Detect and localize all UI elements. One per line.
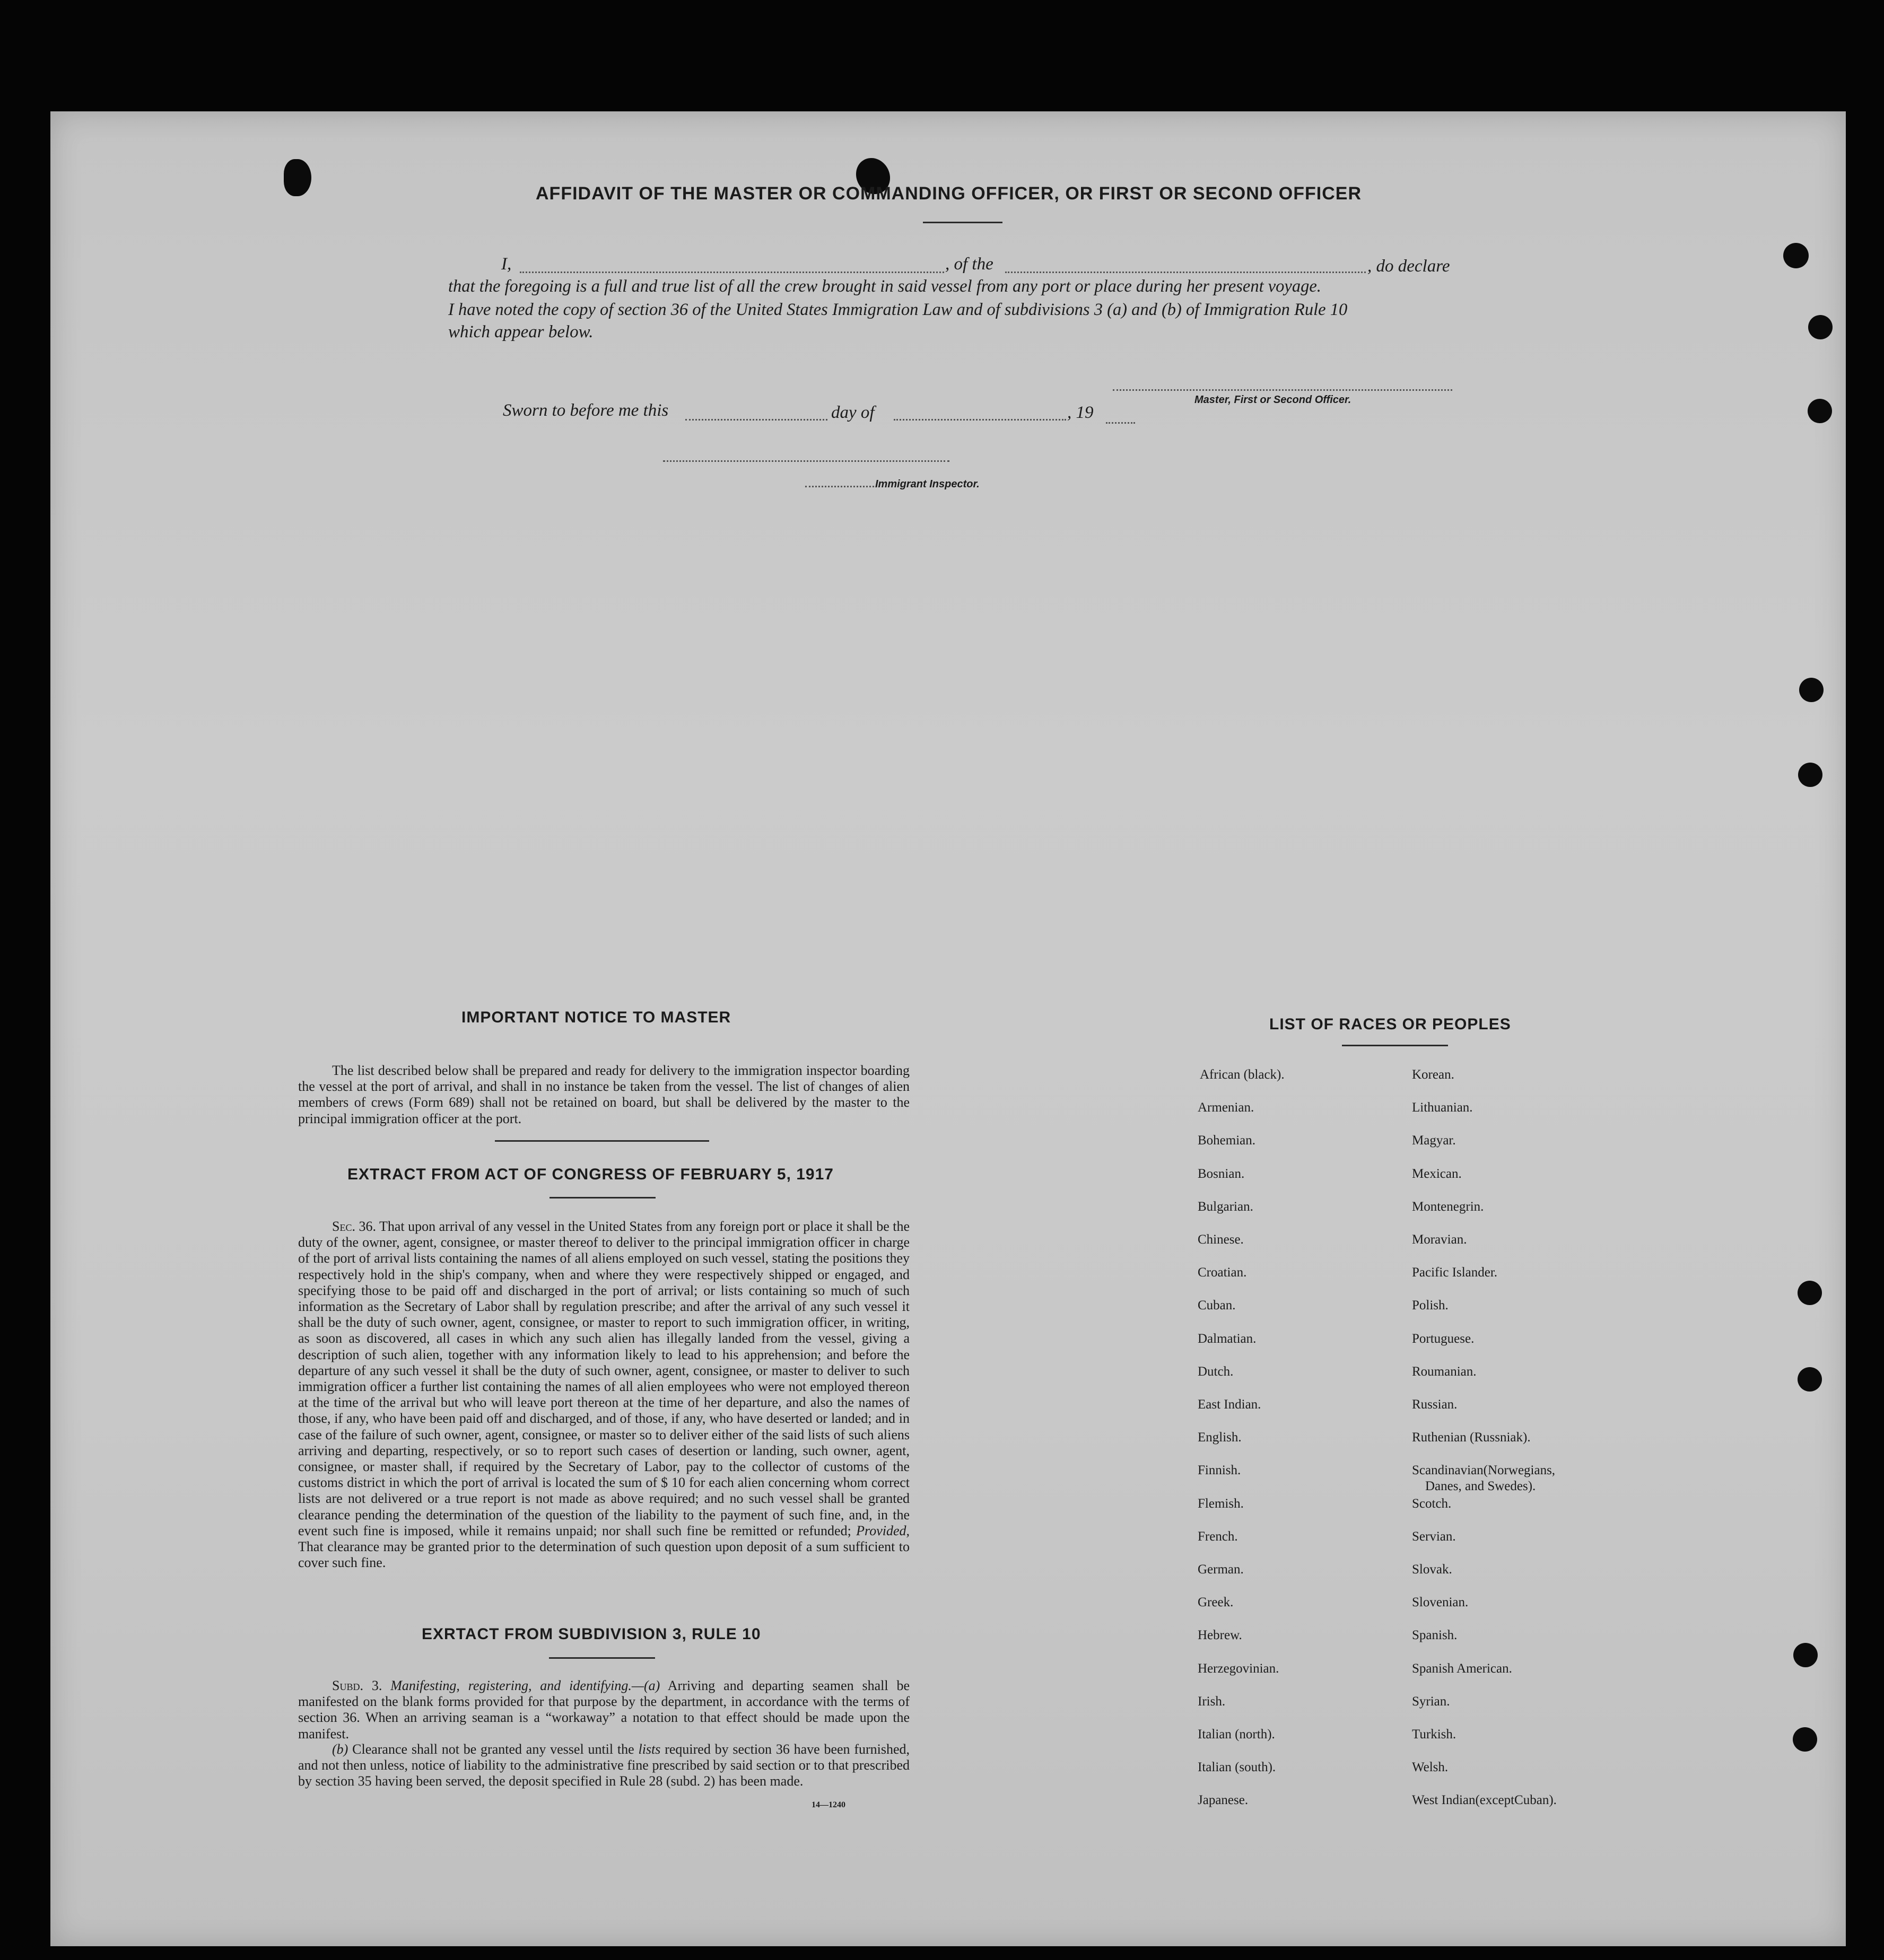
signature-line [1113, 389, 1452, 391]
inspector-signature-line [663, 460, 949, 462]
race-item: Magyar. [1412, 1133, 1456, 1148]
act-proviso-word: Provided, [856, 1522, 910, 1538]
act-heading: EXTRACT FROM ACT OF CONGRESS OF FEBRUARY 5, 1917 [347, 1166, 834, 1183]
rule-item-b-lists: lists [638, 1742, 661, 1757]
race-item: East Indian. [1198, 1397, 1261, 1412]
title-underline [923, 222, 1002, 223]
affidavit-line-4: which appear below. [448, 322, 594, 342]
race-item: Scandinavian(Norwegians, [1412, 1463, 1556, 1478]
affidavit-line-3: I have noted the copy of section 36 of the United States Immigration Law and of subdivisions 3 (a) and (b) of Immigration Rule 10 [448, 300, 1348, 319]
rule-item-a-text: Arriving and departing seamen shall be manifested on the blank forms provided for that purpose by the department, in accordance with the terms of section 36. When an arriving seaman is a “workaway” a notation to that effect should be made upon the manifest. [298, 1678, 910, 1742]
race-item: Japanese. [1198, 1793, 1249, 1808]
race-item: Bohemian. [1198, 1133, 1256, 1148]
race-item: Slovak. [1412, 1562, 1452, 1577]
race-item: English. [1198, 1430, 1242, 1445]
race-item: Syrian. [1412, 1694, 1450, 1709]
race-item: Italian (north). [1198, 1727, 1275, 1742]
race-item: Greek. [1198, 1595, 1234, 1610]
punch-hole [1793, 1643, 1818, 1667]
race-item: Cuban. [1198, 1298, 1236, 1313]
rule-heading: EXRTACT FROM SUBDIVISION 3, RULE 10 [422, 1625, 761, 1643]
notice-text: The list described below shall be prepared and ready for delivery to the immigration inspector boarding the vessel at the port of arrival, and shall in no instance be taken from the vessel. The list of changes of alien members of crews (Form 689) shall not be retained on board, but shall be delivered by the master to the principal immigration officer at the port. [298, 1063, 910, 1126]
punch-hole [1783, 243, 1809, 268]
act-proviso-text: That clearance may be granted prior to the determination of such question upon deposit of a sum sufficient to cover such fine. [298, 1539, 910, 1571]
race-item: Russian. [1412, 1397, 1458, 1412]
rule-item-b-text-2: required by section 36 have been furnished, and not then unless, notice of liability to the administrative fine prescribed by said section or to that prescribed by section 35 having been served, the deposit specified in Rule 28 (subd. 2) has been made. [298, 1742, 910, 1789]
vessel-name-blank [1005, 272, 1366, 273]
race-item: Turkish. [1412, 1727, 1456, 1742]
punch-hole [1798, 1281, 1822, 1305]
race-item: German. [1198, 1562, 1244, 1577]
race-item: Ruthenian (Russniak). [1412, 1430, 1531, 1445]
race-item: Scotch. [1412, 1496, 1452, 1511]
race-item: West Indian(exceptCuban). [1412, 1793, 1557, 1808]
sworn-day-of-label: day of [831, 403, 875, 422]
race-item: Portuguese. [1412, 1331, 1475, 1346]
notice-heading: IMPORTANT NOTICE TO MASTER [461, 1009, 731, 1026]
divider [550, 1197, 656, 1198]
act-text [298, 1219, 910, 1571]
inspector-prefix-line [805, 486, 874, 487]
race-item: Servian. [1412, 1529, 1456, 1544]
race-item: Croatian. [1198, 1265, 1247, 1280]
divider [1342, 1045, 1448, 1046]
race-item: Dalmatian. [1198, 1331, 1257, 1346]
punch-hole [1799, 678, 1824, 702]
race-item: Chinese. [1198, 1232, 1244, 1247]
divider [495, 1140, 709, 1142]
master-name-blank [520, 272, 944, 273]
punch-hole [1793, 1727, 1817, 1752]
race-item: Finnish. [1198, 1463, 1241, 1478]
race-item: Spanish. [1412, 1628, 1458, 1643]
rule-text-b [298, 1742, 910, 1790]
sworn-year-blank [1106, 422, 1135, 424]
race-item: Flemish. [1198, 1496, 1244, 1511]
signature-caption: Master, First or Second Officer. [1194, 394, 1351, 406]
divider [549, 1657, 655, 1659]
race-item: Armenian. [1198, 1100, 1254, 1115]
race-item: Pacific Islander. [1412, 1265, 1498, 1280]
race-item: Mexican. [1412, 1166, 1462, 1181]
race-item: African (black). [1200, 1068, 1285, 1082]
sworn-day-blank [685, 419, 827, 421]
sworn-label: Sworn to before me this [503, 401, 669, 420]
rule-item-a-label: —(a) [631, 1678, 660, 1693]
punch-hole [1808, 315, 1833, 339]
affidavit-declare-label: , do declare [1367, 257, 1450, 276]
act-section-body: That upon arrival of any vessel in the United States from any foreign port or place it shall be the duty of the owner, agent, consignee, or master thereof to deliver to the principal immigration officer in charge of the port of arrival lists containing the names of all aliens employed on such vessel, stating the positions they respectively hold in the ship's company, when and where they were respectively shipped or engaged, and specifying those to be paid off and discharged in the port of arrival; or lists containing so much of such information as the Secretary of Labor shall by regulation prescribe; and after the arrival of any such vessel it shall be the duty of such owner, agent, consignee, or master to report to such immigration officer, in writing, as soon as discovered, all cases in which any such alien has illegally landed from the vessel, giving a description of such alien, together with any information likely to lead to his apprehension; and before the departure of any such vessel it shall be the duty of such owner, agent, consignee, or master to deliver to such immigration officer a further list containing the names of all alien employees who were not employed thereon at the time of the arrival but who will leave port thereon at the time of her departure, and also the names of those, if any, who have been paid off and discharged, and of those, if any, who have deserted or landed; and in case of the failure of such owner, agent, consignee, or master so to deliver either of the said lists of such aliens arriving and departing, respectively, or so to report such cases of desertion or landing, such owner, agent, consignee, or master shall, if required by the Secretary of Labor, pay to the collector of customs of the customs district in which the port of arrival is located the sum of $ 10 for each alien concerning whom correct lists are not delivered or a true report is not made as above required; and no such vessel shall be granted clearance pending the determination of the question of the liability to the payment of such fine, and, in the event such fine is imposed, while it remains unpaid; nor shall such fine be remitted or refunded; [298, 1219, 910, 1538]
race-item: French. [1198, 1529, 1238, 1544]
races-heading: LIST OF RACES OR PEOPLES [1269, 1016, 1511, 1033]
race-item: Bosnian. [1198, 1166, 1245, 1181]
race-item: Roumanian. [1412, 1364, 1477, 1379]
race-item: Moravian. [1412, 1232, 1467, 1247]
affidavit-of-the-label: , of the [945, 255, 993, 274]
race-item: Slovenian. [1412, 1595, 1469, 1610]
punch-hole [284, 159, 311, 196]
rule-item-b-label: (b) [332, 1742, 348, 1757]
race-item: Hebrew. [1198, 1628, 1242, 1643]
race-item: Danes, and Swedes). [1425, 1479, 1536, 1494]
affidavit-title: AFFIDAVIT OF THE MASTER OR COMMANDING OFFICER, OR FIRST OR SECOND OFFICER [536, 183, 1362, 204]
punch-hole [1808, 399, 1832, 423]
race-item: Polish. [1412, 1298, 1449, 1313]
punch-hole [1798, 763, 1822, 787]
race-item: Italian (south). [1198, 1760, 1276, 1775]
race-item: Lithuanian. [1412, 1100, 1473, 1115]
race-item: Welsh. [1412, 1760, 1449, 1775]
punch-hole [1798, 1367, 1822, 1392]
form-number: 14—1240 [812, 1800, 845, 1809]
race-item: Montenegrin. [1412, 1199, 1484, 1214]
affidavit-line-2: that the foregoing is a full and true list of all the crew brought in said vessel from any port or place during her present voyage. [448, 277, 1321, 296]
sworn-year-label: , 19 [1067, 403, 1094, 422]
inspector-caption: Immigrant Inspector. [875, 478, 980, 490]
form-sheet [50, 111, 1846, 1946]
affidavit-i-label: I, [501, 255, 512, 274]
race-item: Dutch. [1198, 1364, 1234, 1379]
rule-italic-title: Manifesting, registering, and identifying. [390, 1678, 632, 1693]
race-item: Herzegovinian. [1198, 1661, 1279, 1676]
race-item: Spanish American. [1412, 1661, 1512, 1676]
rule-text-a [298, 1678, 910, 1742]
rule-item-b-text-1: Clearance shall not be granted any vessel until the [352, 1742, 634, 1757]
sworn-month-blank [894, 419, 1066, 421]
rule-subdivision-label: Subd. 3. [332, 1678, 382, 1693]
race-item: Korean. [1412, 1068, 1454, 1082]
race-item: Irish. [1198, 1694, 1226, 1709]
race-item: Bulgarian. [1198, 1199, 1253, 1214]
act-section-label: Sec. 36. [332, 1219, 376, 1234]
